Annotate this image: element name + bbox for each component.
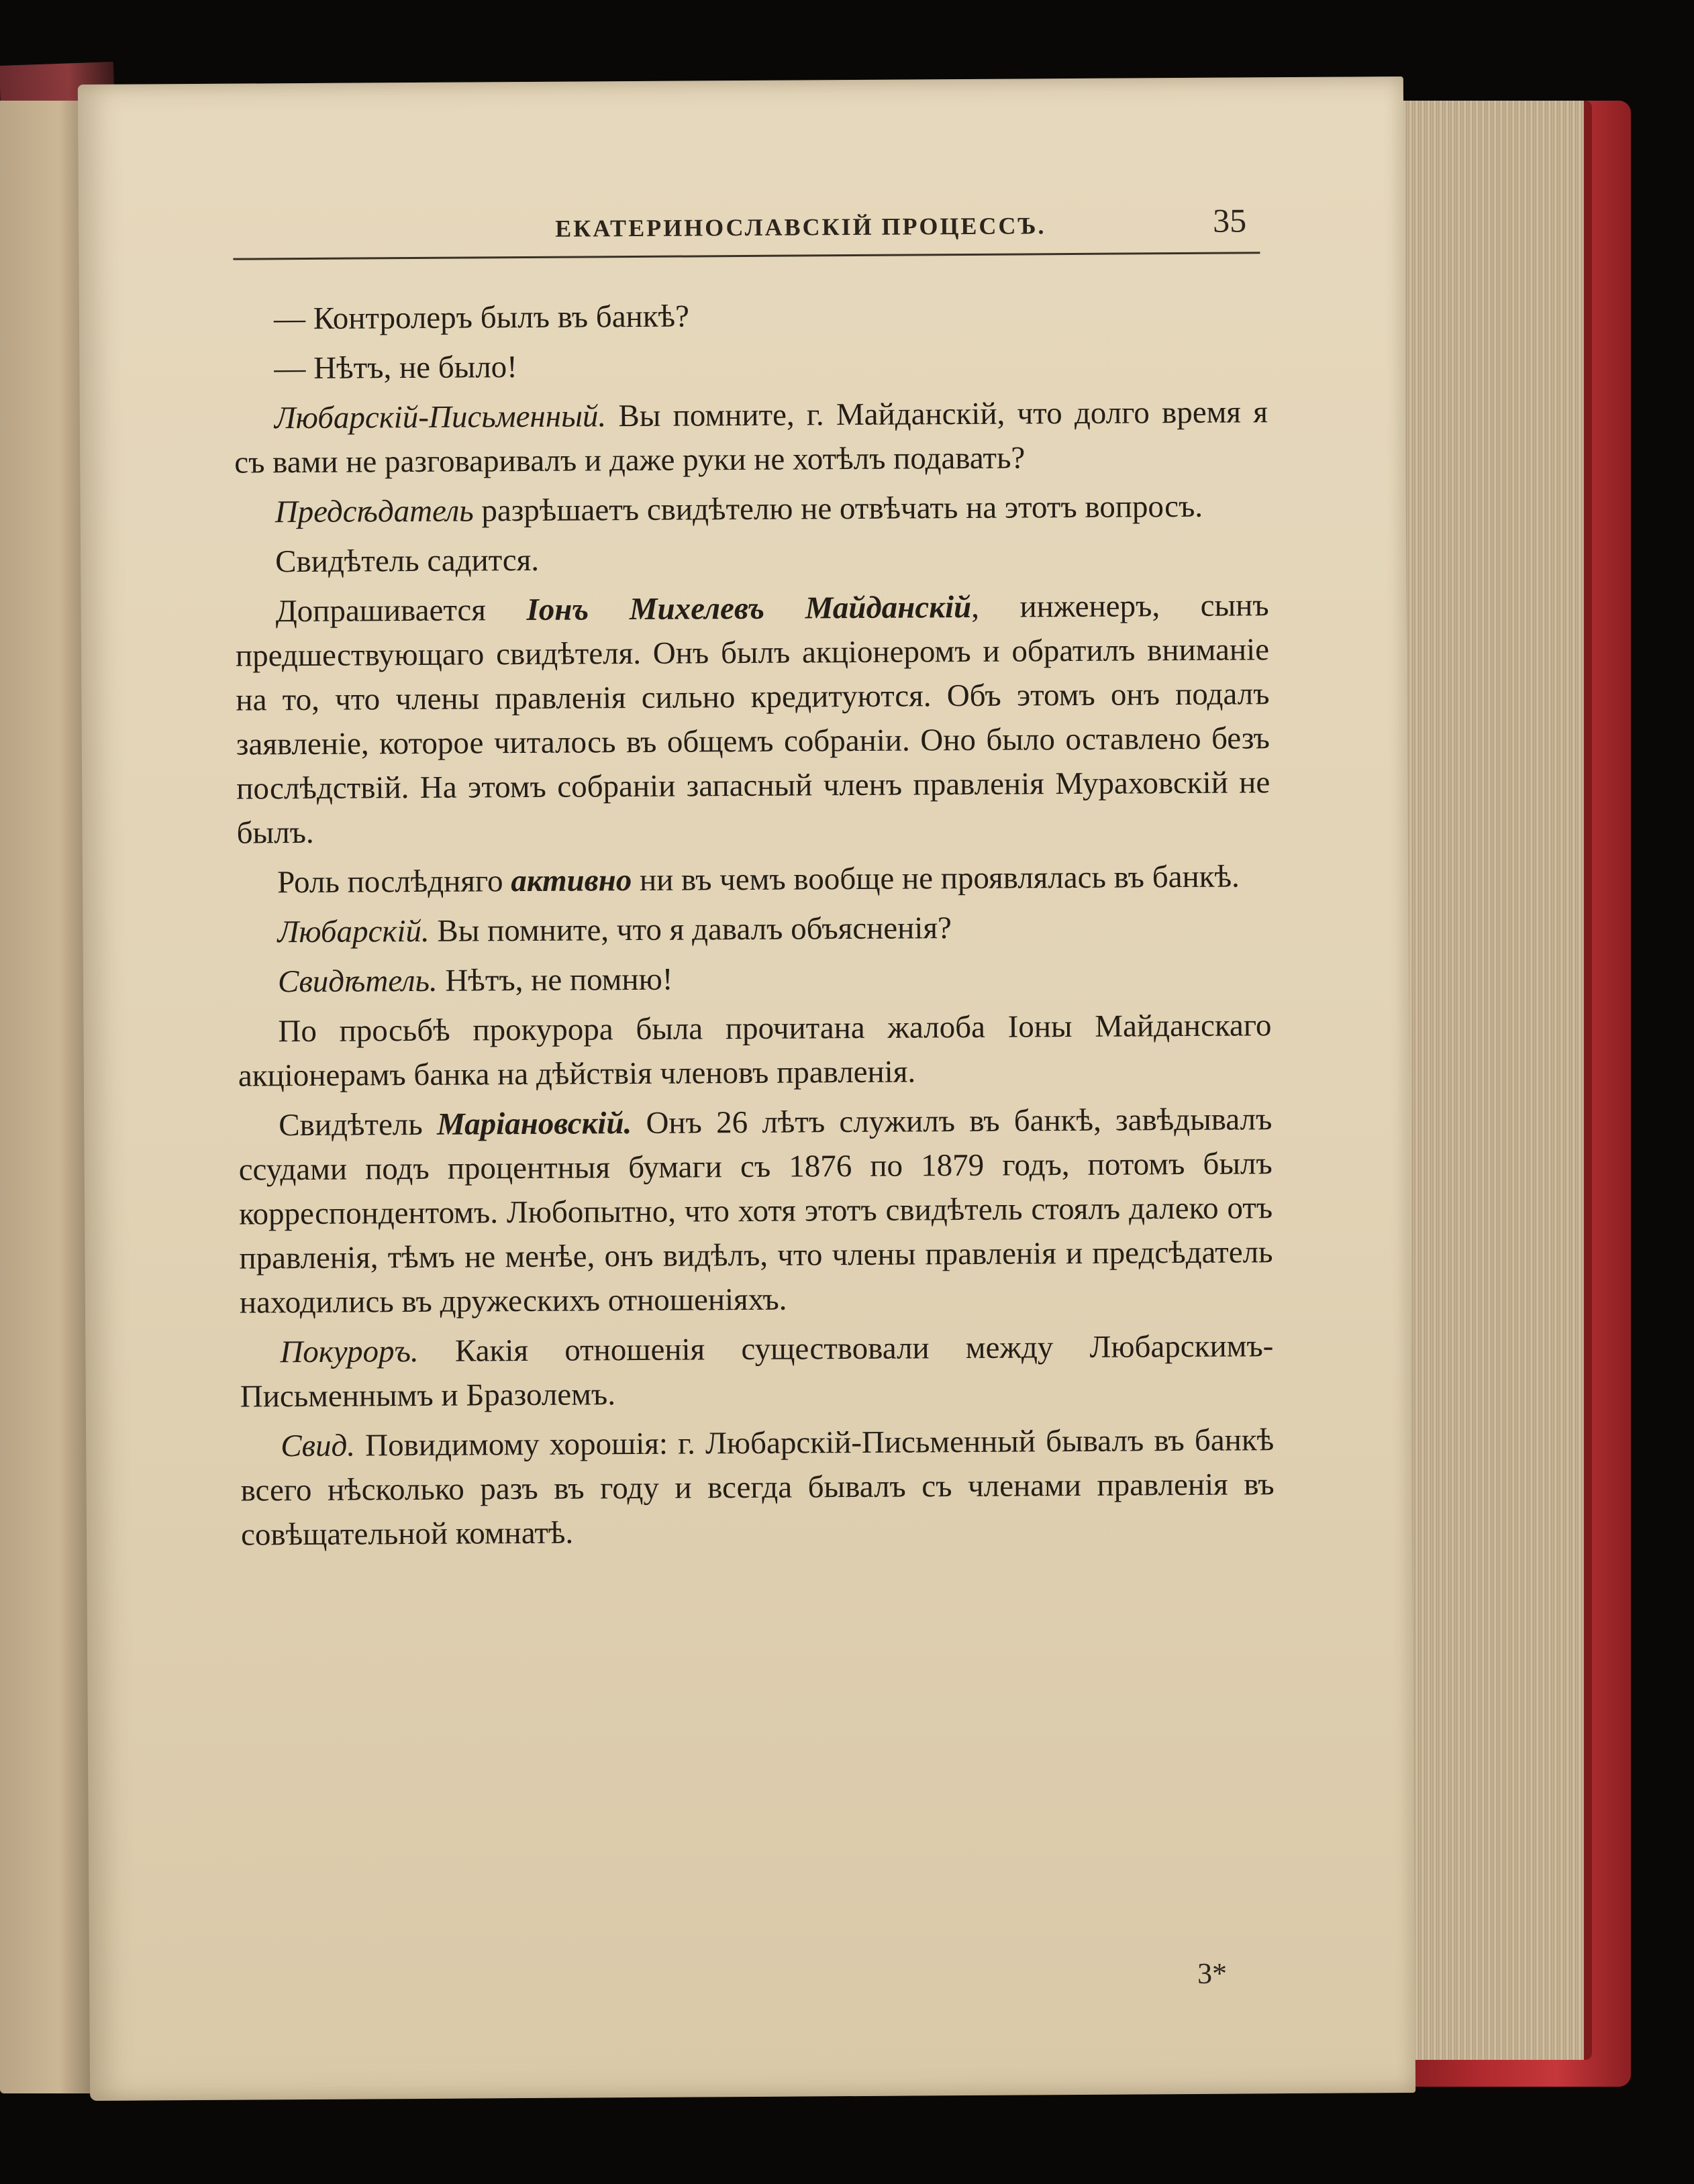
emphasis: активно xyxy=(511,863,632,899)
speaker-name: Покуроръ. xyxy=(280,1333,419,1370)
paragraph: Свидѣтель. Нѣтъ, не помню! xyxy=(277,961,673,1000)
paragraph: — Контролеръ былъ въ банкѣ? xyxy=(273,299,690,337)
page-body xyxy=(234,291,1275,1562)
book-page xyxy=(78,76,1415,2101)
paragraph: Свидѣтель Маріановскій. Онъ 26 лѣтъ служилъ въ банкѣ, завѣдывалъ ссудами подъ процентныя бумаги съ 1876 по 1879 годъ, потомъ былъ корреспондентомъ. Любопытно, что хотя этотъ свидѣтель стоялъ далеко отъ правленія, тѣмъ не менѣе, онъ видѣлъ, что члены правленія и предсѣдатель находились въ дружескихъ отношеніяхъ. xyxy=(238,1102,1273,1320)
paragraph: Роль послѣдняго активно ни въ чемъ вообще не проявлялась въ банкѣ. xyxy=(277,859,1240,900)
paragraph: Предсѣдатель разрѣшаетъ свидѣтелю не отвѣчать на этотъ вопросъ. xyxy=(275,488,1203,530)
page-block-edge xyxy=(1383,101,1592,2060)
paragraph: По просьбѣ прокурора была прочитана жалоба Іоны Майданскаго акціонерамъ банка на дѣйствія членовъ правленія. xyxy=(238,1008,1272,1094)
paragraph: Любарскій-Письменный. Вы помните, г. Майданскій, что долго время я съ вами не разговаривалъ и даже руки не хотѣлъ подавать? xyxy=(234,395,1268,480)
paragraph: Свидѣтель садится. xyxy=(275,542,540,580)
paragraph: — Нѣтъ, не было! xyxy=(274,350,518,386)
speaker-name: Свидѣтель. xyxy=(277,963,438,1000)
witness-name: Іонъ Михелевъ Майданскій xyxy=(526,589,972,627)
running-title: ЕКАТЕРИНОСЛАВСКІЙ ПРОЦЕССЪ. xyxy=(555,212,1046,242)
paragraph: Свид. Повидимому хорошія: г. Любарскій-Письменный бывалъ въ банкѣ всего нѣсколько разъ въ году и всегда бывалъ съ членами правленія въ совѣщательной комнатѣ. xyxy=(240,1422,1275,1553)
paragraph: Покуроръ. Какія отношенія существовали между Любарскимъ-Письменнымъ и Бразолемъ. xyxy=(240,1329,1274,1414)
speaker-name: Любарскій-Письменный. xyxy=(274,399,607,436)
signature-mark: 3* xyxy=(1197,1957,1228,1990)
paragraph: Любарскій. Вы помните, что я давалъ объясненія? xyxy=(277,911,952,950)
speaker-name: Свид. xyxy=(281,1428,356,1464)
page-header xyxy=(233,191,1260,260)
page-number: 35 xyxy=(1212,201,1247,240)
speaker-name: Любарскій. xyxy=(277,913,430,950)
paragraph: Допрашивается Іонъ Михелевъ Майданскій, инженеръ, сынъ предшествующаго свидѣтеля. Онъ былъ акціонеромъ и обратилъ вниманіе на то, что члены правленія сильно кредитуются. Объ этомъ онъ подалъ заявленіе, которое читалось въ общемъ собраніи. Оно было оставлено безъ послѣдствій. На этомъ собраніи запасный членъ правленія Мураховскій не былъ. xyxy=(235,588,1270,851)
witness-name: Маріановскій. xyxy=(436,1106,632,1142)
speaker-name: Предсѣдатель xyxy=(275,493,474,530)
